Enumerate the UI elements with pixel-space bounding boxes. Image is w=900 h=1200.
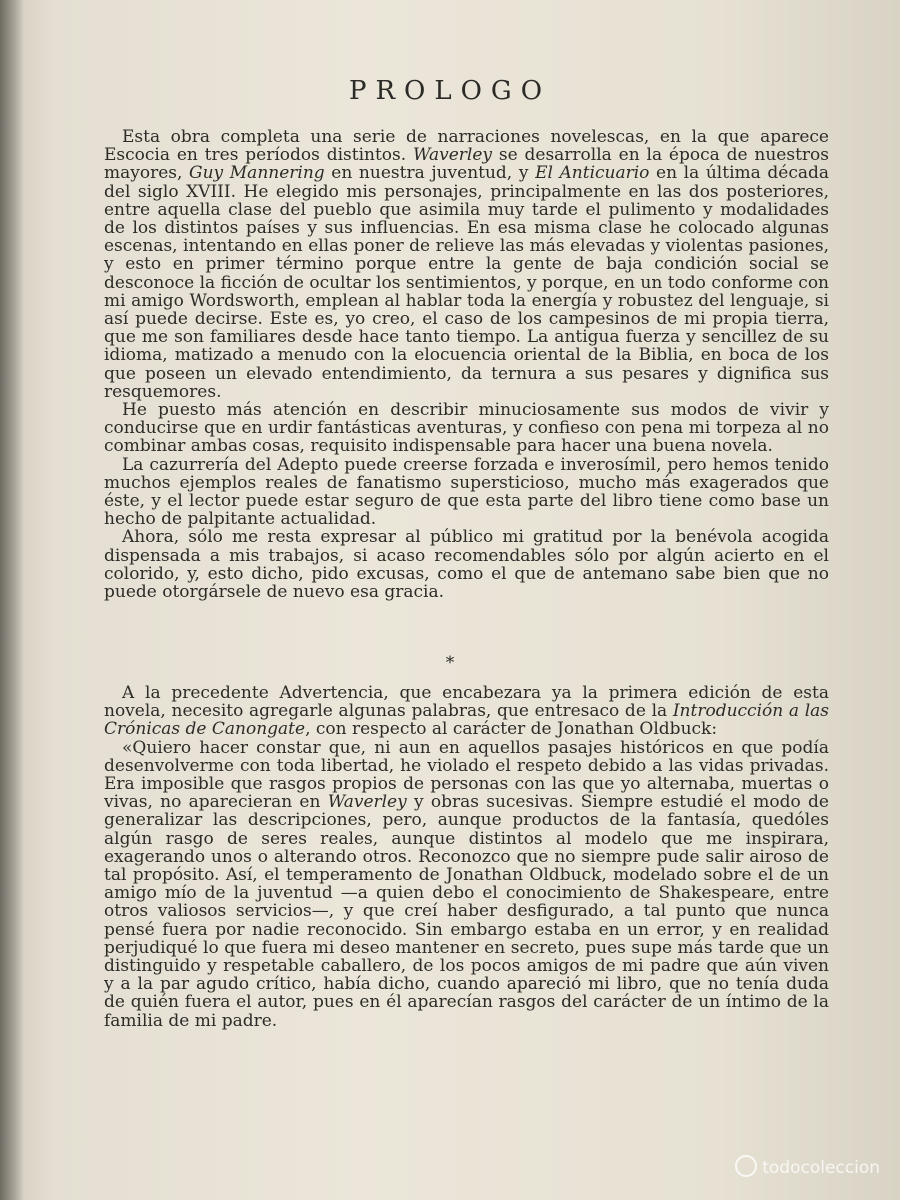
text-run: La cazurrería del Adepto puede creerse forzada e inverosímil, pero hemos tenido muchos ejemplos reales de fanatismo supersticioso, mucho más exagerados que éste, y el lector puede estar seguro de que esta parte del libro tiene como base un hecho de palpitante actualidad. [104, 454, 829, 530]
introduction-text [104, 684, 829, 1030]
text-run: Ahora, sólo me resta expresar al público mi gratitud por la benévola acogida dispensada a mis trabajos, si acaso recomendables sólo por algún acierto en el colorido, y, esto dicho, pido excusas, como el que de antemano sabe bien que no puede otorgársele de nuevo esa gracia. [104, 527, 829, 603]
paragraph [104, 401, 829, 456]
prologue-text [104, 128, 829, 601]
text-run: He puesto más atención en describir minuciosamente sus modos de vivir y conducirse que en urdir fantásticas aventuras, y confieso con pena mi torpeza al no combinar ambas cosas, requisito indispensable para hacer una buena novela. [104, 400, 829, 457]
text-run: en la última década del siglo XVIII. He elegido mis personajes, principalmente en las dos posteriores, entre aquella clase del pueblo que asimila muy tarde el pulimento y modalidades de los distintos países y sus influencias. En esa misma clase he colocado algunas escenas, intentando en ellas poner de relieve las más elevadas y violentas pasiones, y esto en primer término porque entre la gente de baja condición social se desconoce la ficción de ocultar los sentimientos, y porque, en un todo conforme con mi amigo Wordsworth, emplean al hablar toda la energía y robustez del lenguaje, si así puede decirse. Este es, yo creo, el caso de los campesinos de mi propia tierra, que me son familiares desde hace tanto tiempo. La antigua fuerza y sencillez de su idioma, matizado a menudo con la elocuencia oriental de la Biblia, en boca de los que poseen un elevado entendimiento, da ternura a sus pesares y dignifica sus resquemores. [104, 163, 829, 402]
paragraph [104, 128, 829, 401]
watermark-logo-icon [735, 1155, 757, 1177]
text-run: y obras sucesivas. Siempre estudié el modo de generalizar las descripciones, pero, aunque productos de la fantasía, quedóles algún rasgo de seres reales, aunque distintos al modelo que me inspirara, exagerando unos o alterando otros. Reconozco que no siempre pude salir airoso de tal propósito. Así, el temperamento de Jonathan Oldbuck, modelado sobre el de un amigo mío de la juventud —a quien debo el conocimiento de Shakespeare, entre otros valiosos servicios—, y que creí haber desfigurado, a tal punto que nunca pensé fuera por nadie reconocido. Sin embargo estaba en un error, y en realidad perjudiqué lo que fuera mi deseo mantener en secreto, pues supe más tarde que un distinguido y respetable caballero, de los pocos amigos de mi padre que aún viven y a la par agudo crítico, había dicho, cuando apareció mi libro, que no tenía duda de quién fuera el autor, pues en él aparecían rasgos del carácter de un íntimo de la familia de mi padre. [104, 792, 829, 1031]
paragraph [104, 528, 829, 601]
section-separator: * [445, 653, 455, 673]
italic-title: El Anticuario [535, 163, 650, 184]
paragraph [104, 739, 829, 1030]
italic-title: Introducción a las Crónicas de Canongate [104, 701, 830, 740]
book-spine [0, 0, 24, 1200]
italic-title: Waverley [327, 792, 407, 813]
italic-title: Waverley [413, 145, 493, 166]
watermark-label: todocoleccion [762, 1158, 880, 1178]
text-run: en nuestra juventud, y [324, 163, 536, 184]
watermark [735, 1155, 880, 1178]
page-title: PROLOGO [348, 76, 552, 106]
paragraph [104, 684, 829, 739]
text-run: se desarrolla en la época de nuestros mayores, [104, 145, 829, 184]
text-run: «Quiero hacer constar que, ni aun en aquellos pasajes históricos en que podía desenvolverme con toda libertad, he violado el respeto debido a las vidas privadas. Era imposible que rasgos propios de personas con las que yo alternaba, muertas o vivas, no aparecieran en [104, 737, 829, 813]
text-run: Esta obra completa una serie de narraciones novelescas, en la que aparece Escocia en tres períodos distintos. [104, 127, 829, 166]
paragraph [104, 456, 829, 529]
text-run: A la precedente Advertencia, que encabezara ya la primera edición de esta novela, necesito agregarle algunas palabras, que entresaco de la [104, 683, 829, 722]
italic-title: Guy Mannering [189, 163, 325, 184]
text-run: , con respecto al carácter de Jonathan Oldbuck: [305, 719, 718, 740]
